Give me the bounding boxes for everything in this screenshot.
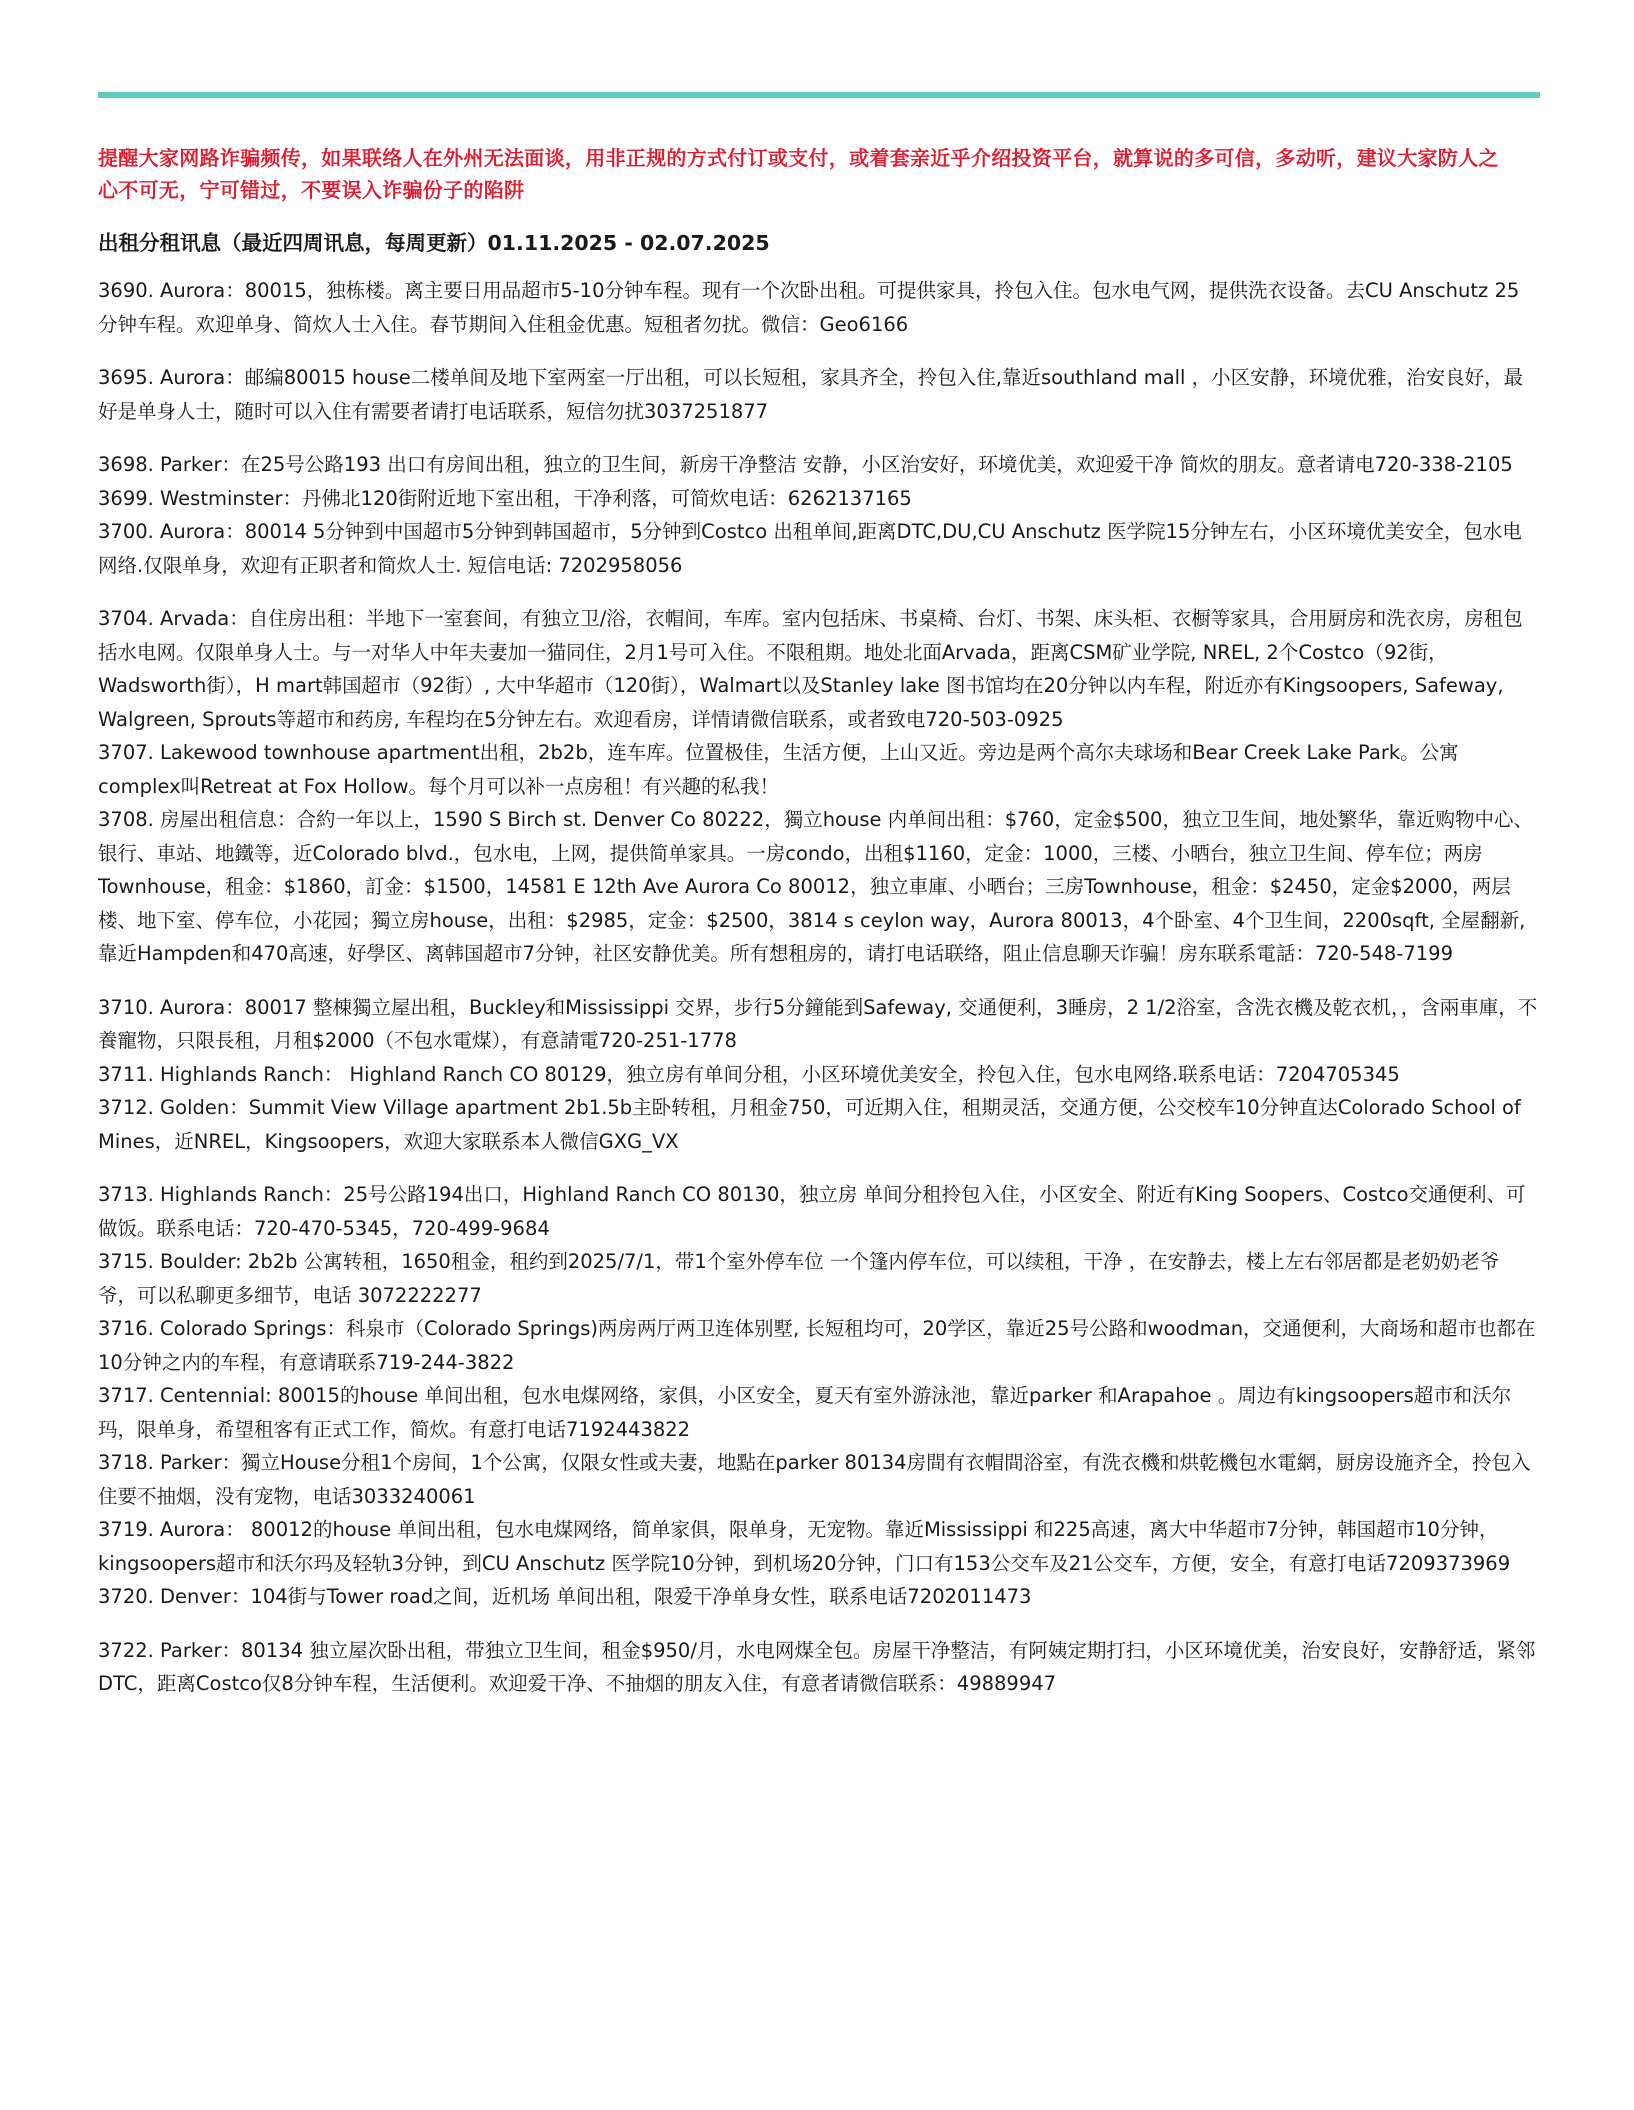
listing-group [98,361,1538,428]
listing-item: 3695. Aurora：邮编80015 house二楼单间及地下室两室一厅出租，可以长短租，家具齐全，拎包入住,靠近southland mall ，小区安静，环境优雅，治安良好，最好是单身人士，随时可以入住有需要者请打电话联系，短信勿扰3037251877 [98,366,1524,423]
listing-item: 3713. Highlands Ranch：25号公路194出口，Highland Ranch CO 80130，独立房 单间分租拎包入住，小区安全、附近有King Soopers、Costco交通便利、可做饭。联系电话：720-470-5345，720-499-9684 [98,1183,1526,1240]
listing-item: 3716. Colorado Springs：科泉市（Colorado Springs)两房两厅两卫连体别墅, 长短租均可，20学区，靠近25号公路和woodman，交通便利，大商场和超市也都在10分钟之内的车程，有意请联系719-244-3822 [98,1317,1536,1374]
listing-item: 3704. Arvada：自住房出租：半地下一室套间，有独立卫/浴，衣帽间，车库。室内包括床、书桌椅、台灯、书架、床头柜、衣橱等家具，合用厨房和洗衣房，房租包括水电网。仅限单身人士。与一对华人中年夫妻加一猫同住，2月1号可入住。不限租期。地处北面Arvada，距离CSM矿业学院, NREL, 2个Costco（92街，Wadsworth街），H mart韩国超市（92街）, 大中华超市（120街），Walmart以及Stanley lake 图书馆均在20分钟以内车程，附近亦有Kingsoopers, Safeway, Walgreen, Sprouts等超市和药房, 车程均在5分钟左右。欢迎看房，详情请微信联系，或者致电720-503-0925 [98,607,1523,731]
listing-item: 3707. Lakewood townhouse apartment出租，2b2b，连车库。位置极佳，生活方便，上山又近。旁边是两个高尔夫球场和Bear Creek Lake Park。公寓complex叫Retreat at Fox Hollow。每个月可以补一点房租！有兴趣的私我！ [98,741,1459,798]
listing-group [98,602,1538,971]
listing-item: 3720. Denver：104街与Tower road之间，近机场 单间出租，限爱干净单身女性，联系电话7202011473 [98,1585,1032,1608]
listing-item: 3718. Parker：獨立House分租1个房间，1个公寓，仅限女性或夫妻，地點在parker 80134房間有衣帽間浴室，有洗衣機和烘乾機包水電網，厨房设施齐全，拎包入住要不抽烟，没有宠物，电话3033240061 [98,1451,1531,1508]
listing-group [98,1634,1538,1701]
listing-item: 3698. Parker：在25号公路193 出口有房间出租，独立的卫生间，新房干净整洁 安静，小区治安好，环境优美，欢迎爱干净 简炊的朋友。意者请电720-338-2105 [98,453,1513,476]
listing-item: 3711. Highlands Ranch： Highland Ranch CO 80129，独立房有单间分租，小区环境优美安全，拎包入住，包水电网络.联系电话：7204705345 [98,1062,1400,1086]
listing-item: 3715. Boulder: 2b2b 公寓转租，1650租金，租约到2025/7/1，带1个室外停车位 一个篷内停车位，可以续租，干净 ，在安静去，楼上左右邻居都是老奶奶老爷爷，可以私聊更多细节，电话 3072222277 [98,1250,1500,1307]
listing-item: 3722. Parker：80134 独立屋次卧出租，带独立卫生间，租金$950/月，水电网煤全包。房屋干净整洁，有阿姨定期打扫，小区环境优美，治安良好，安静舒适，紧邻DTC，距离Costco仅8分钟车程，生活便利。欢迎爱干净、不抽烟的朋友入住，有意者请微信联系：49889947 [98,1638,1536,1695]
listing-group [98,274,1538,341]
document-page [98,92,1540,1721]
listing-item: 3719. Aurora： 80012的house 单间出租，包水电煤网络，简单家俱，限单身，无宠物。靠近Mississippi 和225高速，离大中华超市7分钟，韩国超市10分钟，kingsoopers超市和沃尔玛及轻轨3分钟，到CU Anschutz 医学院10分钟，到机场20分钟，门口有153公交车及21公交车，方便，安全，有意打电话7209373969 [98,1518,1511,1575]
section-title: 出租分租讯息（最近四周讯息，每周更新）01.11.2025 - 02.07.2025 [98,231,770,255]
listing-item: 3712. Golden：Summit View Village apartment 2b1.5b主卧转租，月租金750，可近期入住，租期灵活，交通方便，公交校车10分钟直达Colorado School of Mines，近NREL，Kingsoopers，欢迎大家联系本人微信GXG_VX [98,1096,1521,1153]
fraud-warning: 提醒大家网路诈骗频传，如果联络人在外州无法面谈，用非正规的方式付订或支付，或着套亲近乎介绍投资平台，就算说的多可信，多动听，建议大家防人之心不可无，宁可错过，不要误入诈骗份子的陷阱 [98,146,1499,202]
top-divider [98,92,1540,98]
listing-item: 3717. Centennial: 80015的house 单间出租，包水电煤网络，家俱，小区安全，夏天有室外游泳池，靠近parker 和Arapahoe 。周边有kingsoopers超市和沃尔玛，限单身，希望租客有正式工作，简炊。有意打电话7192443822 [98,1384,1512,1441]
listing-group [98,1178,1538,1614]
listing-group [98,448,1538,582]
listing-item: 3690. Aurora：80015，独栋楼。离主要日用品超市5-10分钟车程。现有一个次卧出租。可提供家具，拎包入住。包水电气网，提供洗衣设备。去CU Anschutz 25分钟车程。欢迎单身、简炊人士入住。春节期间入住租金优惠。短租者勿扰。微信：Geo6166 [98,279,1520,336]
listing-item: 3700. Aurora：80014 5分钟到中国超市5分钟到韩国超市，5分钟到Costco 出租单间,距离DTC,DU,CU Anschutz 医学院15分钟左右，小区环境优美安全，包水电网络.仅限单身，欢迎有正职者和简炊人士. 短信电话: 7202958056 [98,520,1522,577]
listing-item: 3699. Westminster：丹佛北120街附近地下室出租，干净利落，可简炊电话：6262137165 [98,486,912,510]
listings [98,274,1538,1701]
listing-item: 3708. 房屋出租信息：合約一年以上，1590 S Birch st. Denver Co 80222，獨立house 内单间出租：$760，定金$500，独立卫生间，地处繁华，靠近购物中心、银行、車站、地鐵等，近Colorado blvd.，包水电，上网，提供简单家具。一房condo，出租$1160，定金：1000，三楼、小晒台，独立卫生间、停车位；两房Townhouse，租金：$1860，訂金：$1500，14581 E 12th Ave Aurora Co 80012，独立車庫、小晒台；三房Townhouse，租金：$2450，定金$2000，两层楼、地下室、停车位，小花园；獨立房house，出租：$2985，定金：$2500，3814 s ceylon way，Aurora 80013，4个卧室、4个卫生间，2200sqft, 全屋翻新,靠近Hampden和470高速，好學区、离韩国超市7分钟，社区安静优美。所有想租房的，请打电话联络，阻止信息聊天诈骗！房东联系電話：720-548-7199 [98,808,1533,965]
listing-group [98,991,1538,1159]
listing-item: 3710. Aurora：80017 整棟獨立屋出租，Buckley和Mississippi 交界，步行5分鐘能到Safeway, 交通便利，3睡房，2 1/2浴室，含洗衣機及乾衣机，，含兩車庫，不養寵物，只限長租，月租$2000（不包水電煤），有意請電720-251-1778 [98,995,1538,1052]
